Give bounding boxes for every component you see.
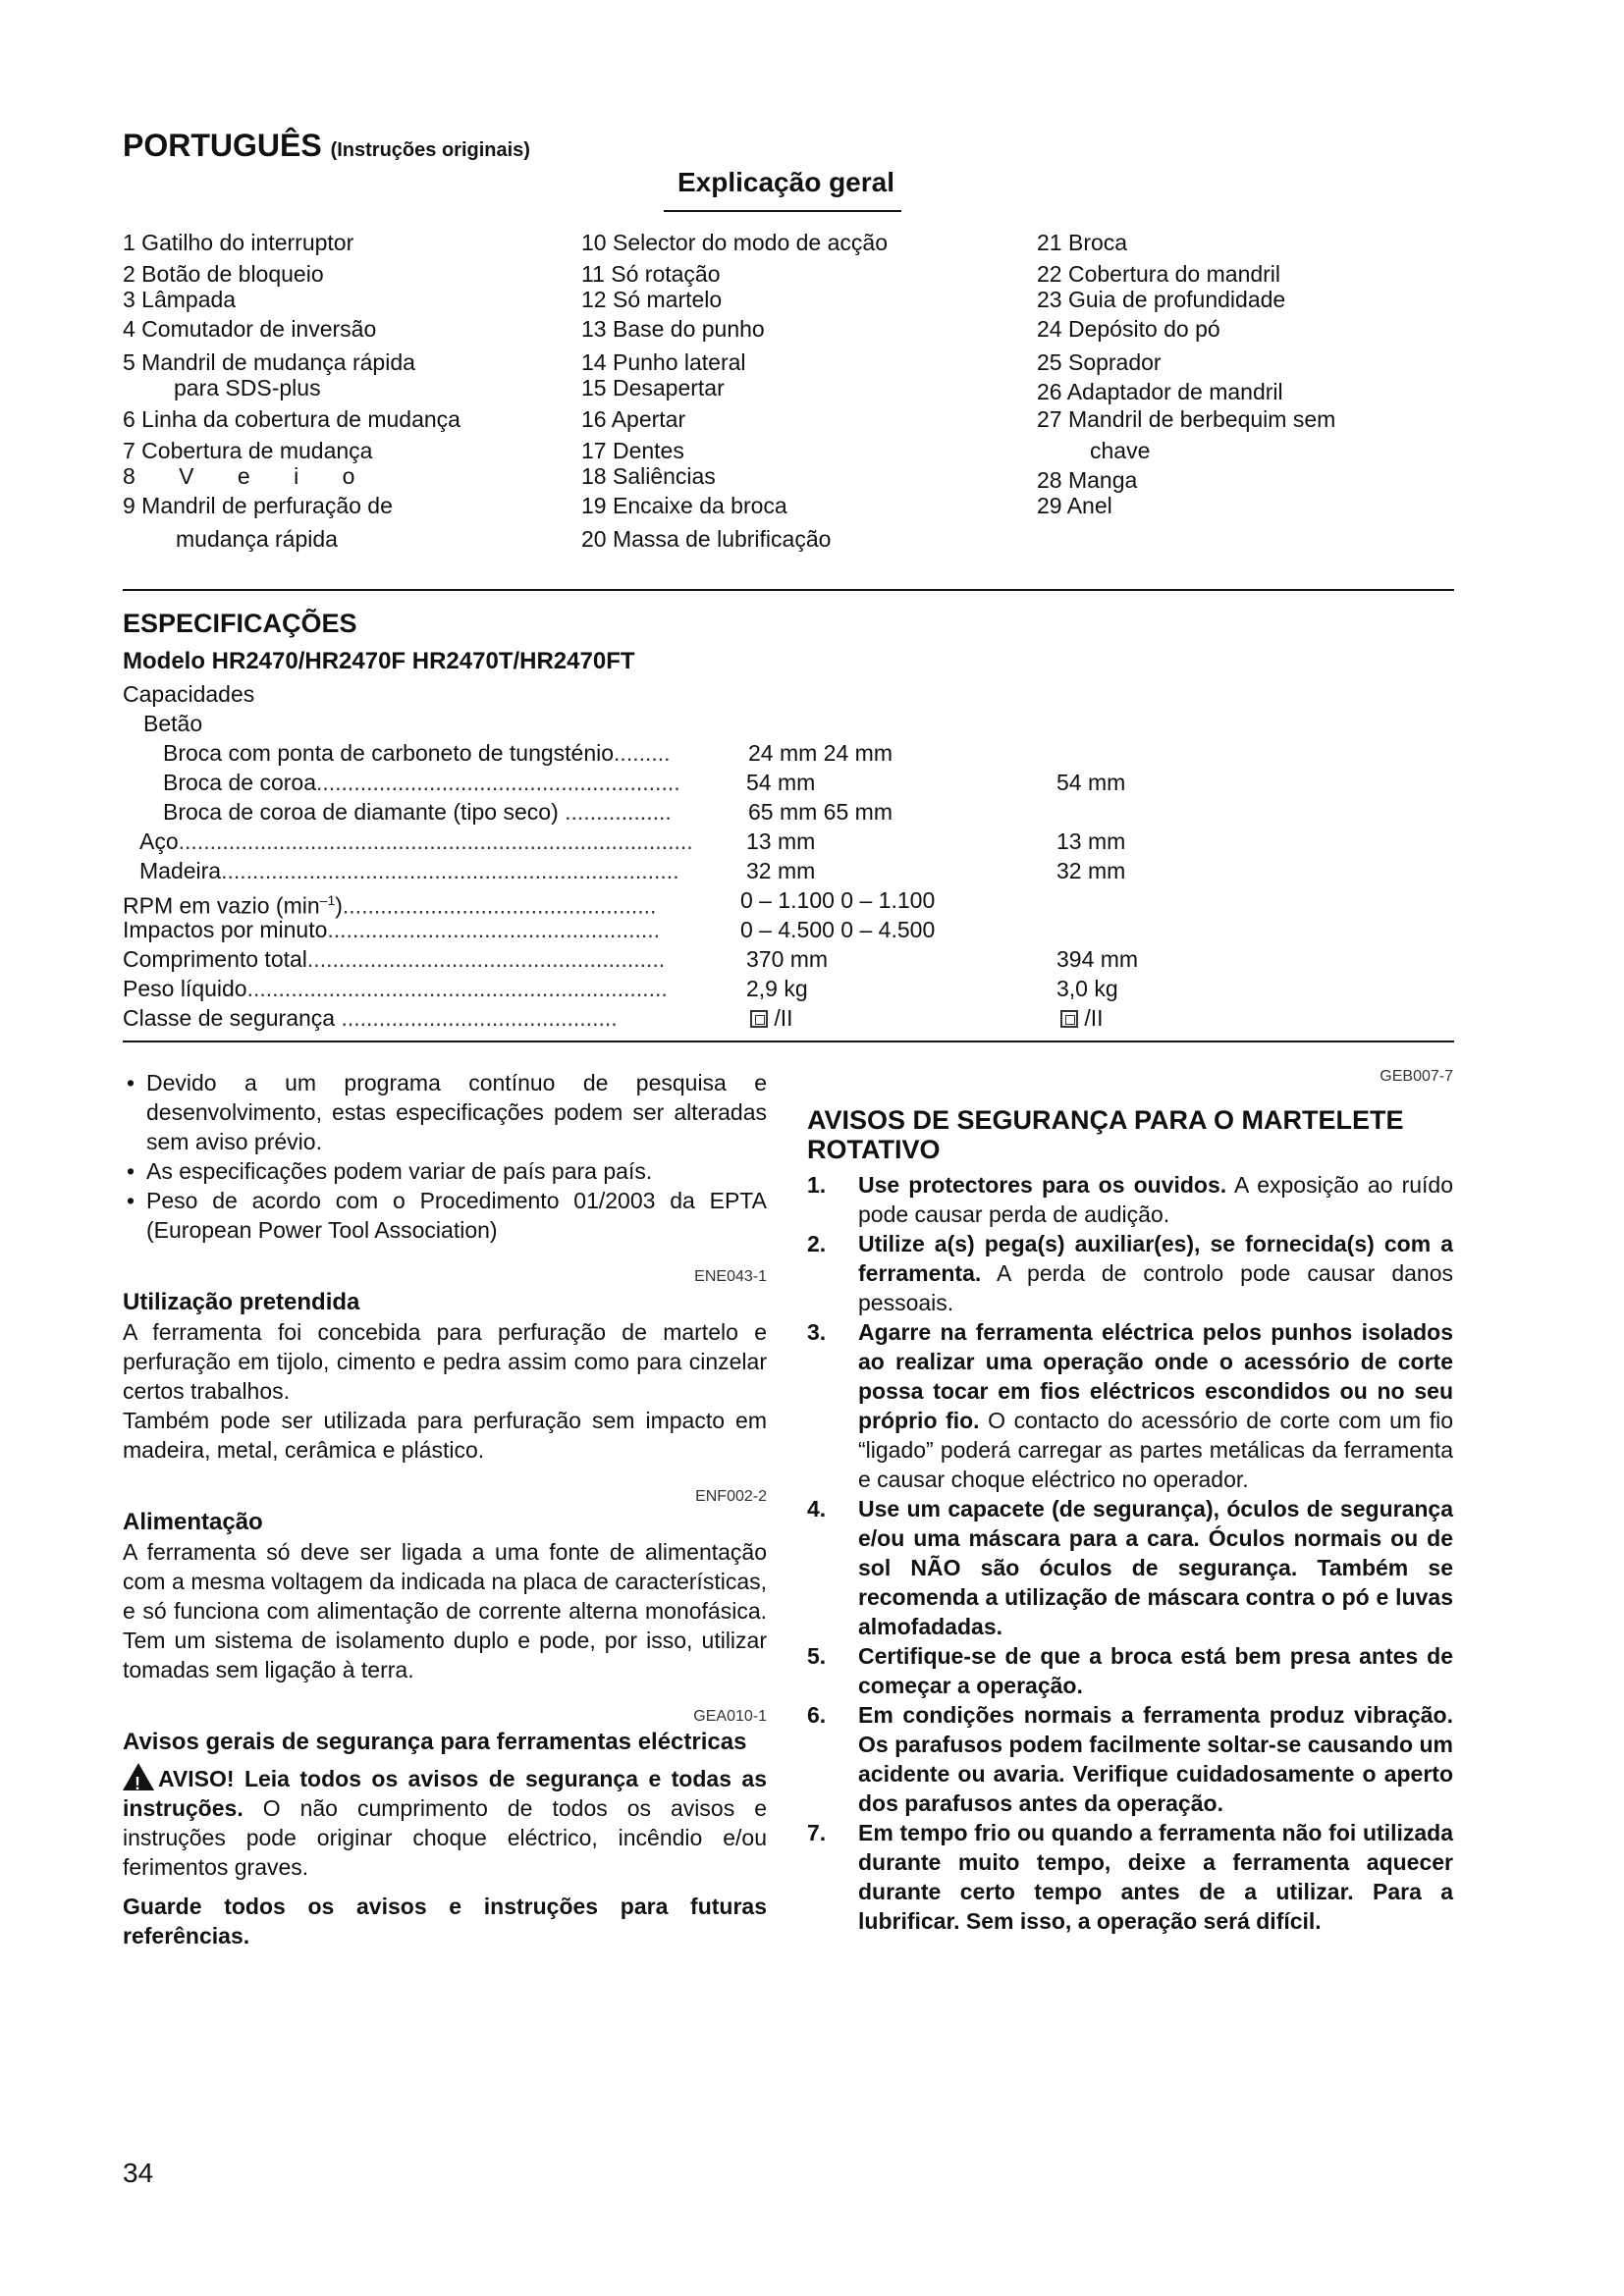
safety-item [807,1641,1453,1700]
part-item: 2 Botão de bloqueio [123,261,324,287]
spec-label: Broca de coroa [163,770,316,795]
part-item: 8 V e i o [123,463,369,489]
doc-code: ENE043-1 [694,1268,767,1285]
spec-value-2: 394 mm [1056,946,1139,972]
item-rest: A exposição ao ruído pode causar perda de audição. [858,1172,1453,1227]
item-number: 2. [807,1231,827,1256]
parts-col-1 [123,228,460,554]
item-rest: O contacto do acessório de corte com um fio “ligado” poderá carregar as partes metálicas da ferramenta e causar choque eléctrico no operador. [858,1408,1453,1492]
part-item: 11 Só rotação [581,261,721,287]
item-bold: Em tempo frio ou quando a ferramenta não foi utilizada durante muito tempo, deixe a ferramenta aquecer durante certo tempo antes de a utilizar. Para a lubrificar. Sem isso, a operação será difícil. [858,1820,1453,1934]
doc-code: ENF002-2 [695,1488,767,1505]
spec-label: Broca de coroa de diamante (tipo seco) [163,799,559,825]
note-item: • Devido a um programa contínuo de pesquisa e desenvolvimento, estas especificações podem ser alteradas sem aviso prévio. [123,1068,767,1156]
notes-list [123,1068,767,1245]
spec-label: RPM em vazio (min [123,892,320,919]
part-item: 27 Mandril de berbequim sem [1037,406,1336,432]
spec-row: RPM em vazio $(\min^{-1})$.................................................. [123,892,657,919]
spec-class: /II [1084,1005,1104,1031]
right-column [807,1068,1453,1936]
safety-item [807,1494,1453,1641]
part-item: 19 Encaixe da broca [581,493,787,518]
spec-label: Broca com ponta de carboneto de tungsténio [163,740,615,766]
spec-value-2: 54 mm [1056,770,1126,795]
spec-row: Impactos por minuto..................................................... [123,917,661,942]
page-title [123,128,530,164]
part-item: 1 Gatilho do interruptor [123,230,354,255]
part-item: 22 Cobertura do mandril [1037,261,1281,287]
spec-row: Broca de coroa.......................................................... [163,770,680,795]
part-item: 23 Guia de profundidade [1037,287,1286,312]
note-item: • As especificações podem variar de país para país. [123,1156,767,1186]
language-label: PORTUGUÊS [123,128,322,163]
part-item: 14 Punho lateral [581,349,746,375]
keep-instructions: Guarde todos os avisos e instruções para futuras referências. [123,1894,767,1949]
part-item: 7 Cobertura de mudança [123,438,373,463]
item-bold: Em condições normais a ferramenta produz vibração. Os parafusos podem facilmente soltar-se causando um acidente ou avaria. Verifique cuidadosamente o aperto dos parafusos antes da operação. [858,1702,1453,1816]
section-title-rule [664,210,901,212]
part-item: 20 Massa de lubrificação [581,526,832,552]
spec-value: 54 mm [746,770,816,795]
power-supply-text: A ferramenta só deve ser ligada a uma fonte de alimentação com a mesma voltagem da indicada na placa de características, e só funciona com alimentação de corrente alterna monofásica. Tem um sistema de isolamento duplo e pode, por isso, utilizar tomadas sem ligação à terra. [123,1539,767,1682]
part-item: mudança rápida [176,526,338,552]
spec-value: 24 mm 24 mm [748,740,893,766]
spec-paren: ) [335,892,343,919]
part-item: 17 Dentes [581,438,684,463]
part-item: 16 Apertar [581,406,686,432]
item-number: 4. [807,1496,827,1522]
spec-label: Peso líquido [123,976,247,1001]
spec-capacities: Capacidades [123,681,255,707]
section-title: Explicação geral [677,167,895,197]
divider [123,589,1454,591]
part-item: 5 Mandril de mudança rápida [123,349,415,375]
spec-superscript: –1 [319,892,336,908]
safety-item [807,1700,1453,1818]
rotary-hammer-heading: AVISOS DE SEGURANÇA PARA O MARTELETE ROTATIVO [807,1105,1404,1164]
part-item: 13 Base do punho [581,316,765,342]
item-number: 7. [807,1820,827,1845]
left-column [123,1068,767,1950]
spec-value-2: 32 mm [1056,858,1126,883]
spec-value: 0 – 1.100 0 – 1.100 [740,887,936,913]
warning-triangle-icon: ! [123,1763,154,1790]
doc-code: GEB007-7 [1380,1068,1453,1085]
safety-item [807,1818,1453,1936]
page-number: 34 [123,2158,154,2188]
item-bold: Certifique-se de que a broca está bem presa antes de começar a operação. [858,1643,1453,1698]
part-item: 10 Selector do modo de acção [581,230,888,255]
part-item: 4 Comutador de inversão [123,316,377,342]
item-rest: A perda de controlo pode causar danos pessoais. [858,1260,1453,1315]
part-item: 28 Manga [1037,467,1138,493]
spec-concrete: Betão [143,711,203,736]
part-item: 25 Soprador [1037,349,1162,375]
spec-row: Aço.................................................................................. [139,828,693,854]
item-number: 3. [807,1319,827,1345]
doc-code: GEA010-1 [693,1708,767,1725]
spec-row: Peso líquido................................................................... [123,976,668,1001]
spec-value: 13 mm [746,828,816,854]
part-item: para SDS-plus [174,375,321,400]
part-item: 21 Broca [1037,230,1128,255]
item-number: 1. [807,1172,827,1198]
spec-value-2: 13 mm [1056,828,1126,854]
warning-paragraph [123,1763,767,1882]
spec-row: Broca de coroa de diamante (tipo seco) ................. [163,799,672,825]
spec-value-2: 3,0 kg [1056,976,1118,1001]
part-item: 18 Saliências [581,463,716,489]
safety-list [807,1170,1453,1936]
spec-row: Madeira......................................................................... [139,858,679,883]
part-item: 6 Linha da cobertura de mudança [123,406,460,432]
intended-use-text: A ferramenta foi concebida para perfuração de martelo e perfuração em tijolo, cimento e pedra assim como para cinzelar certos trabalhos. [123,1319,767,1404]
spec-class: /II [774,1005,793,1031]
spec-row: Classe de segurança ............................................ [123,1005,618,1031]
item-bold: Use protectores para os ouvidos. [858,1172,1227,1198]
spec-value: 0 – 4.500 0 – 4.500 [740,917,936,942]
item-bold: Agarre na ferramenta eléctrica pelos punhos isolados ao realizar uma operação onde o acessório de corte possa tocar em fios eléctricos escondidos ou no seu próprio fio. [858,1319,1453,1433]
spec-label: Impactos por minuto [123,917,328,942]
spec-value: 65 mm 65 mm [748,799,893,825]
spec-value: 2,9 kg [746,976,808,1001]
specs-heading: ESPECIFICAÇÕES [123,609,357,638]
part-item: 24 Depósito do pó [1037,316,1220,342]
double-insulation-icon [750,1010,768,1028]
intended-use-heading: Utilização pretendida [123,1289,360,1315]
spec-label: Comprimento total [123,946,307,972]
spec-label: Classe de segurança [123,1005,336,1031]
part-item: 15 Desapertar [581,375,725,400]
intended-use-text-2: Também pode ser utilizada para perfuração sem impacto em madeira, metal, cerâmica e plástico. [123,1408,767,1463]
safety-item [807,1170,1453,1229]
part-item: 3 Lâmpada [123,287,237,312]
specs-model-line: Modelo HR2470/HR2470F HR2470T/HR2470FT [123,648,635,674]
safety-item [807,1317,1453,1494]
part-item: 29 Anel [1037,493,1112,518]
item-number: 5. [807,1643,827,1669]
safety-item [807,1229,1453,1317]
divider [123,1041,1454,1042]
spec-value-2 [1060,1003,1104,1033]
part-item: chave [1090,438,1151,463]
spec-value: 32 mm [746,858,816,883]
item-bold: Utilize a(s) pega(s) auxiliar(es), se fornecida(s) com a ferramenta. [858,1231,1453,1286]
spec-label: Aço [139,828,179,854]
parts-col-3 [1037,228,1335,520]
part-item: 26 Adaptador de mandril [1037,379,1283,404]
spec-value: 370 mm [746,946,829,972]
part-item: 12 Só martelo [581,287,723,312]
spec-label: Madeira [139,858,222,883]
spec-row: Comprimento total......................................................... [123,946,666,972]
note-item: • Peso de acordo com o Procedimento 01/2003 da EPTA (European Power Tool Association) [123,1186,767,1245]
general-warnings-heading: Avisos gerais de segurança para ferramentas eléctricas [123,1729,747,1755]
language-note: (Instruções originais) [330,139,530,161]
double-insulation-icon [1060,1010,1078,1028]
power-supply-heading: Alimentação [123,1509,263,1535]
item-number: 6. [807,1702,827,1728]
warning-bold: AVISO! Leia todos os avisos de segurança e todas as instruções. [123,1766,767,1821]
part-item: 9 Mandril de perfuração de [123,493,393,518]
item-bold: Use um capacete (de segurança), óculos de segurança e/ou uma máscara para a cara. Óculos normais ou de sol NÃO são óculos de segurança. Também se recomenda a utilização de máscara contra o pó e luvas almofadadas. [858,1496,1453,1639]
spec-value [750,1003,793,1033]
warning-rest: O não cumprimento de todos os avisos e instruções pode originar choque eléctrico, incêndio e/ou ferimentos graves. [123,1795,767,1880]
parts-col-2 [581,228,888,554]
spec-row: Broca com ponta de carboneto de tungsténio......... [163,740,671,766]
